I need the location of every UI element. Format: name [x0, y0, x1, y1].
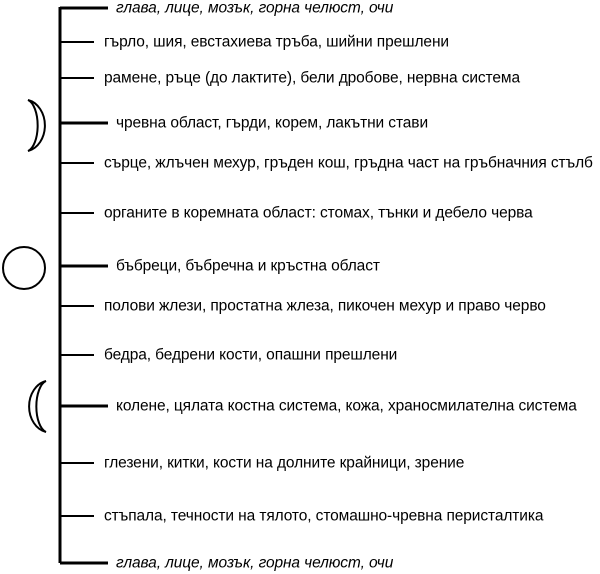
body-region-label: глава, лице, мозък, горна челюст, очи	[116, 0, 394, 17]
body-region-label: гърло, шия, евстахиева тръба, шийни прешлени	[104, 33, 449, 51]
body-region-label: чревна област, гърди, корем, лакътни стави	[116, 114, 428, 132]
list-item	[0, 552, 600, 574]
body-region-label: бедра, бедрени кости, опашни прешлени	[104, 346, 398, 364]
body-region-label: сърце, жлъчен мехур, гръден кош, гръдна част на гръбначния стълб	[104, 154, 593, 172]
list-item	[0, 67, 600, 89]
minor-tick	[60, 162, 94, 164]
body-region-label: полови жлези, простатна жлеза, пикочен мехур и право черво	[104, 297, 546, 315]
list-item	[0, 152, 600, 174]
body-region-label: рамене, ръце (до лактите), бели дробове, нервна система	[104, 69, 520, 87]
major-tick	[60, 562, 108, 565]
list-item	[0, 255, 600, 277]
list-item	[0, 505, 600, 527]
minor-tick	[60, 212, 94, 214]
list-item	[0, 31, 600, 53]
list-item	[0, 295, 600, 317]
body-region-label: бъбреци, бъбречна и кръстна област	[116, 257, 380, 275]
major-tick	[60, 122, 108, 125]
body-region-label: стъпала, течности на тялото, стомашно-чревна перисталтика	[104, 507, 544, 525]
body-region-label: глезени, китки, кости на долните крайници, зрение	[104, 454, 465, 472]
major-tick	[60, 265, 108, 268]
minor-tick	[60, 515, 94, 517]
minor-tick	[60, 77, 94, 79]
minor-tick	[60, 41, 94, 43]
list-item	[0, 0, 600, 19]
list-item	[0, 202, 600, 224]
list-item	[0, 112, 600, 134]
list-item	[0, 395, 600, 417]
body-region-label: органите в коремната област: стомах, тънки и дебело черва	[104, 204, 533, 222]
body-region-label: глава, лице, мозък, горна челюст, очи	[116, 554, 394, 572]
body-region-label: колене, цялата костна система, кожа, храносмилателна система	[116, 397, 577, 415]
list-item	[0, 344, 600, 366]
major-tick	[60, 7, 108, 10]
minor-tick	[60, 462, 94, 464]
major-tick	[60, 405, 108, 408]
minor-tick	[60, 305, 94, 307]
minor-tick	[60, 354, 94, 356]
list-item	[0, 452, 600, 474]
